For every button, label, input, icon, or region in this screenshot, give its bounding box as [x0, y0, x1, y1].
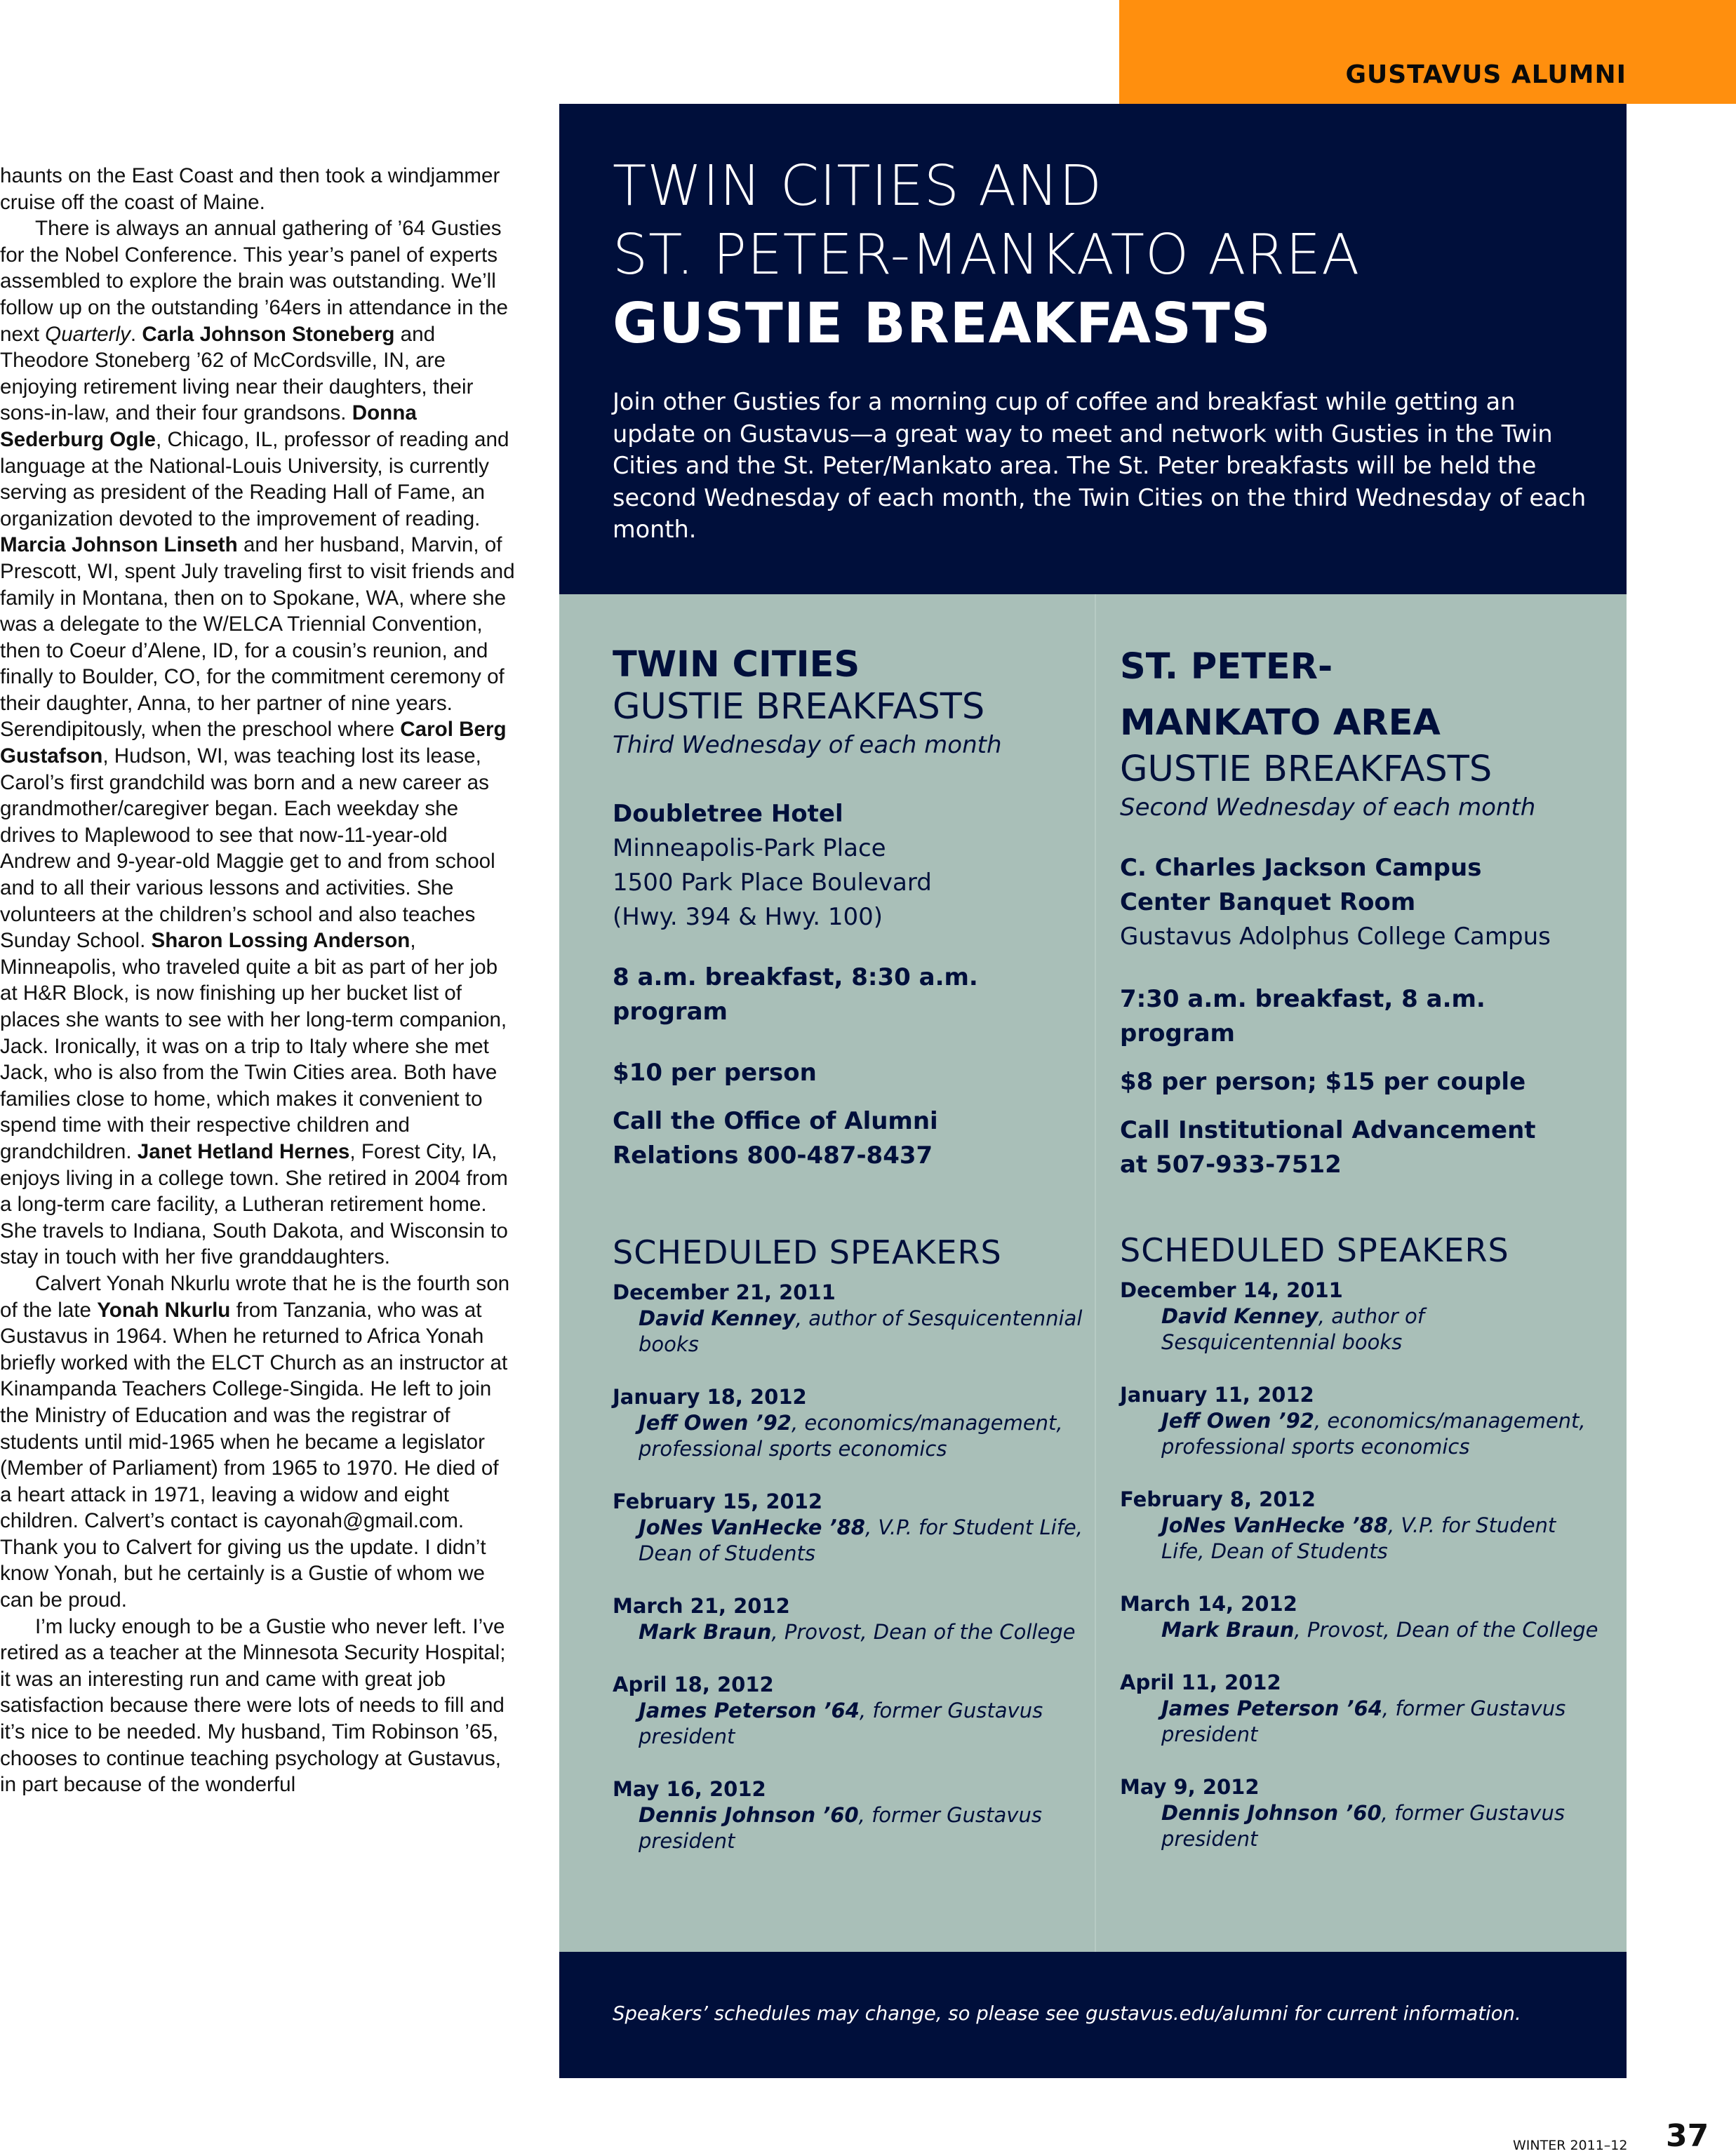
class-note-paragraph	[0, 1614, 516, 1798]
note-text: and Theodore Stoneberg ’62 of McCordsville, IN, are enjoying retirement living near their daughters, their sons-in-law, and their four grandsons.	[0, 322, 474, 425]
feature-title	[613, 152, 1360, 358]
speaker-date: May 9, 2012	[1120, 1775, 1260, 1799]
speaker-role: , economics/management, professional sports economics	[1161, 1409, 1586, 1459]
feature-intro: Join other Gusties for a morning cup of coffee and breakfast while getting an update on Gustavus—a great way to meet and network with Gusties in the Twin Cities and the St. Peter/Mankato area. The St. Peter breakfasts will be held the second Wednesday of each month, the Twin Cities on the third Wednesday of each month.	[613, 388, 1587, 543]
twin-cities-venue-name: Doubletree Hotel	[613, 800, 843, 828]
issue-label: WINTER 2011–12	[1513, 2138, 1628, 2153]
speaker-role: , author of Sesquicentennial books	[1161, 1304, 1424, 1354]
st-peter-heading-line1: ST. PETER-	[1120, 646, 1333, 688]
alumni-name: Carla Johnson Stoneberg	[142, 322, 395, 346]
speaker-description	[1120, 1304, 1604, 1355]
publication-title: Quarterly	[45, 322, 131, 346]
alumni-name: Sharon Lossing Anderson	[151, 929, 410, 953]
speaker-role: , former Gustavus president	[639, 1803, 1042, 1853]
speaker-description	[1120, 1617, 1604, 1643]
column-divider	[1095, 594, 1096, 1952]
speaker-description	[613, 1698, 1083, 1750]
speaker-role: , V.P. for Student Life, Dean of Students	[1161, 1513, 1556, 1563]
class-notes-column	[0, 163, 516, 1798]
speaker-name: Mark Braun	[639, 1620, 772, 1644]
speaker-description	[1120, 1696, 1604, 1748]
section-label: GUSTAVUS ALUMNI	[1345, 60, 1627, 89]
speaker-date: March 14, 2012	[1120, 1592, 1297, 1616]
twin-cities-price: $10 per person	[613, 1059, 817, 1087]
page-number: 37	[1666, 2118, 1709, 2154]
speaker-date: April 18, 2012	[613, 1673, 774, 1696]
speaker-name: David Kenney	[1161, 1304, 1318, 1328]
twin-cities-subheading: GUSTIE BREAKFASTS	[613, 686, 985, 728]
speaker-date: January 11, 2012	[1120, 1383, 1314, 1407]
speaker-date: March 21, 2012	[613, 1594, 790, 1618]
speaker-name: James Peterson ’64	[639, 1699, 860, 1722]
feature-footer	[559, 1952, 1627, 2078]
note-text: and her husband, Marvin, of Prescott, WI, spent July traveling first to visit friends and family in Montana, then on to Spokane, WA, where she was a delegate to the W/ELCA Triennial Convention, then to Coeur d’Alene, ID, for a cousin’s reunion, and finally to Boulder, CO, for the commitment ceremony of their daughter, Anna, to her partner of nine years. Serendipitously, when the preschool where	[0, 533, 515, 742]
speaker-role: , former Gustavus president	[1161, 1801, 1565, 1851]
speaker-date: December 21, 2011	[613, 1280, 836, 1304]
speaker-role: , Provost, Dean of the College	[1294, 1618, 1598, 1642]
speaker-name: Mark Braun	[1161, 1618, 1295, 1642]
speaker-role: , Provost, Dean of the College	[771, 1620, 1076, 1644]
twin-cities-contact: Call the Office of Alumni	[613, 1107, 938, 1135]
speaker-description	[613, 1619, 1083, 1645]
speaker-name: James Peterson ’64	[1161, 1696, 1382, 1720]
speaker-date: April 11, 2012	[1120, 1670, 1281, 1694]
speaker-role: , author of Sesquicentennial books	[639, 1306, 1083, 1356]
note-text: , Chicago, IL, professor of reading and language at the National-Louis University, is currently serving as president of the Reading Hall of Fame, an organization devoted to the improvement of reading.	[0, 427, 509, 530]
alumni-name: Donna Sederburg Ogle	[0, 401, 417, 451]
speaker-entry	[1120, 1382, 1604, 1460]
note-text: .	[130, 322, 142, 346]
st-peter-subheading: GUSTIE BREAKFASTS	[1120, 749, 1493, 790]
speaker-entry	[613, 1776, 1083, 1854]
alumni-name: Yonah Nkurlu	[97, 1298, 231, 1322]
st-peter-venue-line: Gustavus Adolphus College Campus	[1120, 923, 1551, 951]
st-peter-venue-name: Center Banquet Room	[1120, 888, 1416, 916]
st-peter-price: $8 per person; $15 per couple	[1120, 1068, 1526, 1096]
speaker-role: , former Gustavus president	[639, 1699, 1043, 1748]
twin-cities-schedule-note: Third Wednesday of each month	[613, 731, 1002, 759]
twin-cities-venue-line: Minneapolis-Park Place	[613, 834, 886, 862]
speaker-entry	[613, 1672, 1083, 1750]
st-peter-heading-line2: MANKATO AREA	[1120, 702, 1441, 744]
note-text: Calvert Yonah Nkurlu wrote that he is the fourth son of the late	[0, 1271, 510, 1322]
twin-cities-contact-phone: Relations 800-487-8437	[613, 1141, 933, 1170]
speaker-description	[613, 1515, 1083, 1567]
twin-cities-speaker-list	[613, 1280, 1083, 1854]
gustie-breakfasts-feature	[559, 104, 1627, 2078]
note-text: , Minneapolis, who traveled quite a bit as part of her job at H&R Block, is now finishing up her bucket list of places she wants to see with her long-term companion, Jack. Ironically, it was on a trip to Italy where she met Jack, who is also from the Twin Cities area. Both have families close to home, which makes it convenient to spend time with their respective children and grandchildren.	[0, 929, 507, 1163]
schedule-disclaimer: Speakers’ schedules may change, so please see gustavus.edu/alumni for current information.	[613, 2002, 1521, 2025]
note-text: , Hudson, WI, was teaching lost its lease, Carol’s first grandchild was born and a new career as grandmother/caregiver began. Each weekday she drives to Maplewood to see that now-11-year-old Andrew and 9-year-old Maggie get to and from school and to all their various lessons and activities. She volunteers at the children’s school and also teaches Sunday School.	[0, 744, 495, 953]
speaker-date: February 8, 2012	[1120, 1487, 1316, 1511]
speaker-entry	[1120, 1278, 1604, 1355]
speaker-name: Jeff Owen ’92	[639, 1411, 792, 1435]
speaker-role: , former Gustavus president	[1161, 1696, 1566, 1746]
note-text: haunts on the East Coast and then took a windjammer cruise off the coast of Maine.	[0, 164, 500, 214]
feature-title-line2: ST. PETER-MANKATO AREA	[613, 222, 1361, 287]
speaker-description	[1120, 1513, 1604, 1565]
st-peter-speaker-list	[1120, 1278, 1604, 1852]
speaker-name: David Kenney	[639, 1306, 796, 1330]
speaker-description	[613, 1410, 1083, 1462]
st-peter-venue-name: C. Charles Jackson Campus	[1120, 854, 1482, 882]
speaker-description	[613, 1802, 1083, 1854]
twin-cities-column	[613, 594, 1083, 1881]
speaker-role: , V.P. for Student Life, Dean of Students	[639, 1515, 1083, 1565]
st-peter-contact: Call Institutional Advancement	[1120, 1116, 1536, 1144]
twin-cities-venue-line: 1500 Park Place Boulevard	[613, 869, 932, 897]
twin-cities-heading: TWIN CITIES	[613, 644, 860, 685]
speaker-entry	[1120, 1774, 1604, 1852]
note-text: There is always an annual gathering of ’64 Gusties for the Nobel Conference. This year’s panel of experts assembled to explore the brain was outstanding. We’ll follow up on the outstanding ’64ers in attendance in the next	[0, 217, 508, 346]
feature-title-line1: TWIN CITIES AND	[613, 154, 1103, 218]
speaker-name: Dennis Johnson ’60	[639, 1803, 859, 1827]
speaker-entry	[1120, 1670, 1604, 1748]
speaker-description	[613, 1306, 1083, 1358]
speaker-date: January 18, 2012	[613, 1385, 807, 1409]
class-note-paragraph	[0, 215, 516, 1271]
speaker-entry	[613, 1384, 1083, 1462]
speaker-name: JoNes VanHecke ’88	[1161, 1513, 1388, 1537]
speaker-name: Dennis Johnson ’60	[1161, 1801, 1382, 1825]
note-text: from Tanzania, who was at Gustavus in 1964. When he returned to Africa Yonah briefly worked with the ELCT Church as an instructor at Kinampanda Teachers College-Singida. He left to join the Ministry of Education and was the registrar of students until mid-1965 when he became a legislator (Member of Parliament) from 1965 to 1970. He died of a heart attack in 1971, leaving a widow and eight children. Calvert’s contact is cayonah@gmail.com. Thank you to Calvert for giving us the update. I didn’t know Yonah, but he certainly is a Gustie of whom we can be proud.	[0, 1298, 508, 1612]
st-peter-times: 7:30 a.m. breakfast, 8 a.m. program	[1120, 985, 1485, 1047]
speaker-description	[1120, 1800, 1604, 1852]
speaker-entry	[613, 1280, 1083, 1358]
note-text: , Forest City, IA, enjoys living in a college town. She retired in 2004 from a long-term care facility, a Lutheran retirement home. She travels to Indiana, South Dakota, and Wisconsin to stay in touch with her five granddaughters.	[0, 1139, 508, 1269]
feature-hero	[559, 104, 1627, 594]
st-peter-column	[1120, 594, 1604, 1879]
speaker-entry	[613, 1489, 1083, 1567]
alumni-name: Janet Hetland Hernes	[137, 1139, 350, 1163]
alumni-name: Carol Berg Gustafson	[0, 718, 507, 768]
feature-title-line3: GUSTIE BREAKFASTS	[613, 291, 1271, 356]
events-panel	[559, 594, 1627, 1952]
speaker-name: JoNes VanHecke ’88	[639, 1515, 865, 1539]
alumni-name: Marcia Johnson Linseth	[0, 533, 238, 557]
twin-cities-speakers-heading: SCHEDULED SPEAKERS	[613, 1233, 1002, 1271]
twin-cities-times: 8 a.m. breakfast, 8:30 a.m. program	[613, 963, 978, 1026]
st-peter-schedule-note: Second Wednesday of each month	[1120, 794, 1536, 822]
speaker-date: February 15, 2012	[613, 1489, 823, 1513]
speaker-entry	[613, 1593, 1083, 1645]
speaker-entry	[1120, 1591, 1604, 1643]
st-peter-contact-phone: at 507-933-7512	[1120, 1151, 1342, 1179]
twin-cities-venue-line: (Hwy. 394 & Hwy. 100)	[613, 903, 883, 931]
speaker-entry	[1120, 1487, 1604, 1565]
speaker-date: December 14, 2011	[1120, 1278, 1343, 1302]
section-header-band	[1119, 0, 1736, 104]
speaker-role: , economics/management, professional sports economics	[639, 1411, 1063, 1461]
class-note-paragraph	[0, 1271, 516, 1614]
st-peter-speakers-heading: SCHEDULED SPEAKERS	[1120, 1231, 1509, 1269]
speaker-name: Jeff Owen ’92	[1161, 1409, 1314, 1433]
speaker-description	[1120, 1408, 1604, 1460]
class-note-paragraph	[0, 163, 516, 215]
note-text: I’m lucky enough to be a Gustie who never left. I’ve retired as a teacher at the Minnesota Security Hospital; it was an interesting run and came with great job satisfaction because there were lots of needs to fill and it’s nice to be needed. My husband, Tim Robinson ’65, chooses to continue teaching psychology at Gustavus, in part because of the wonderful	[0, 1614, 506, 1797]
speaker-date: May 16, 2012	[613, 1777, 766, 1801]
